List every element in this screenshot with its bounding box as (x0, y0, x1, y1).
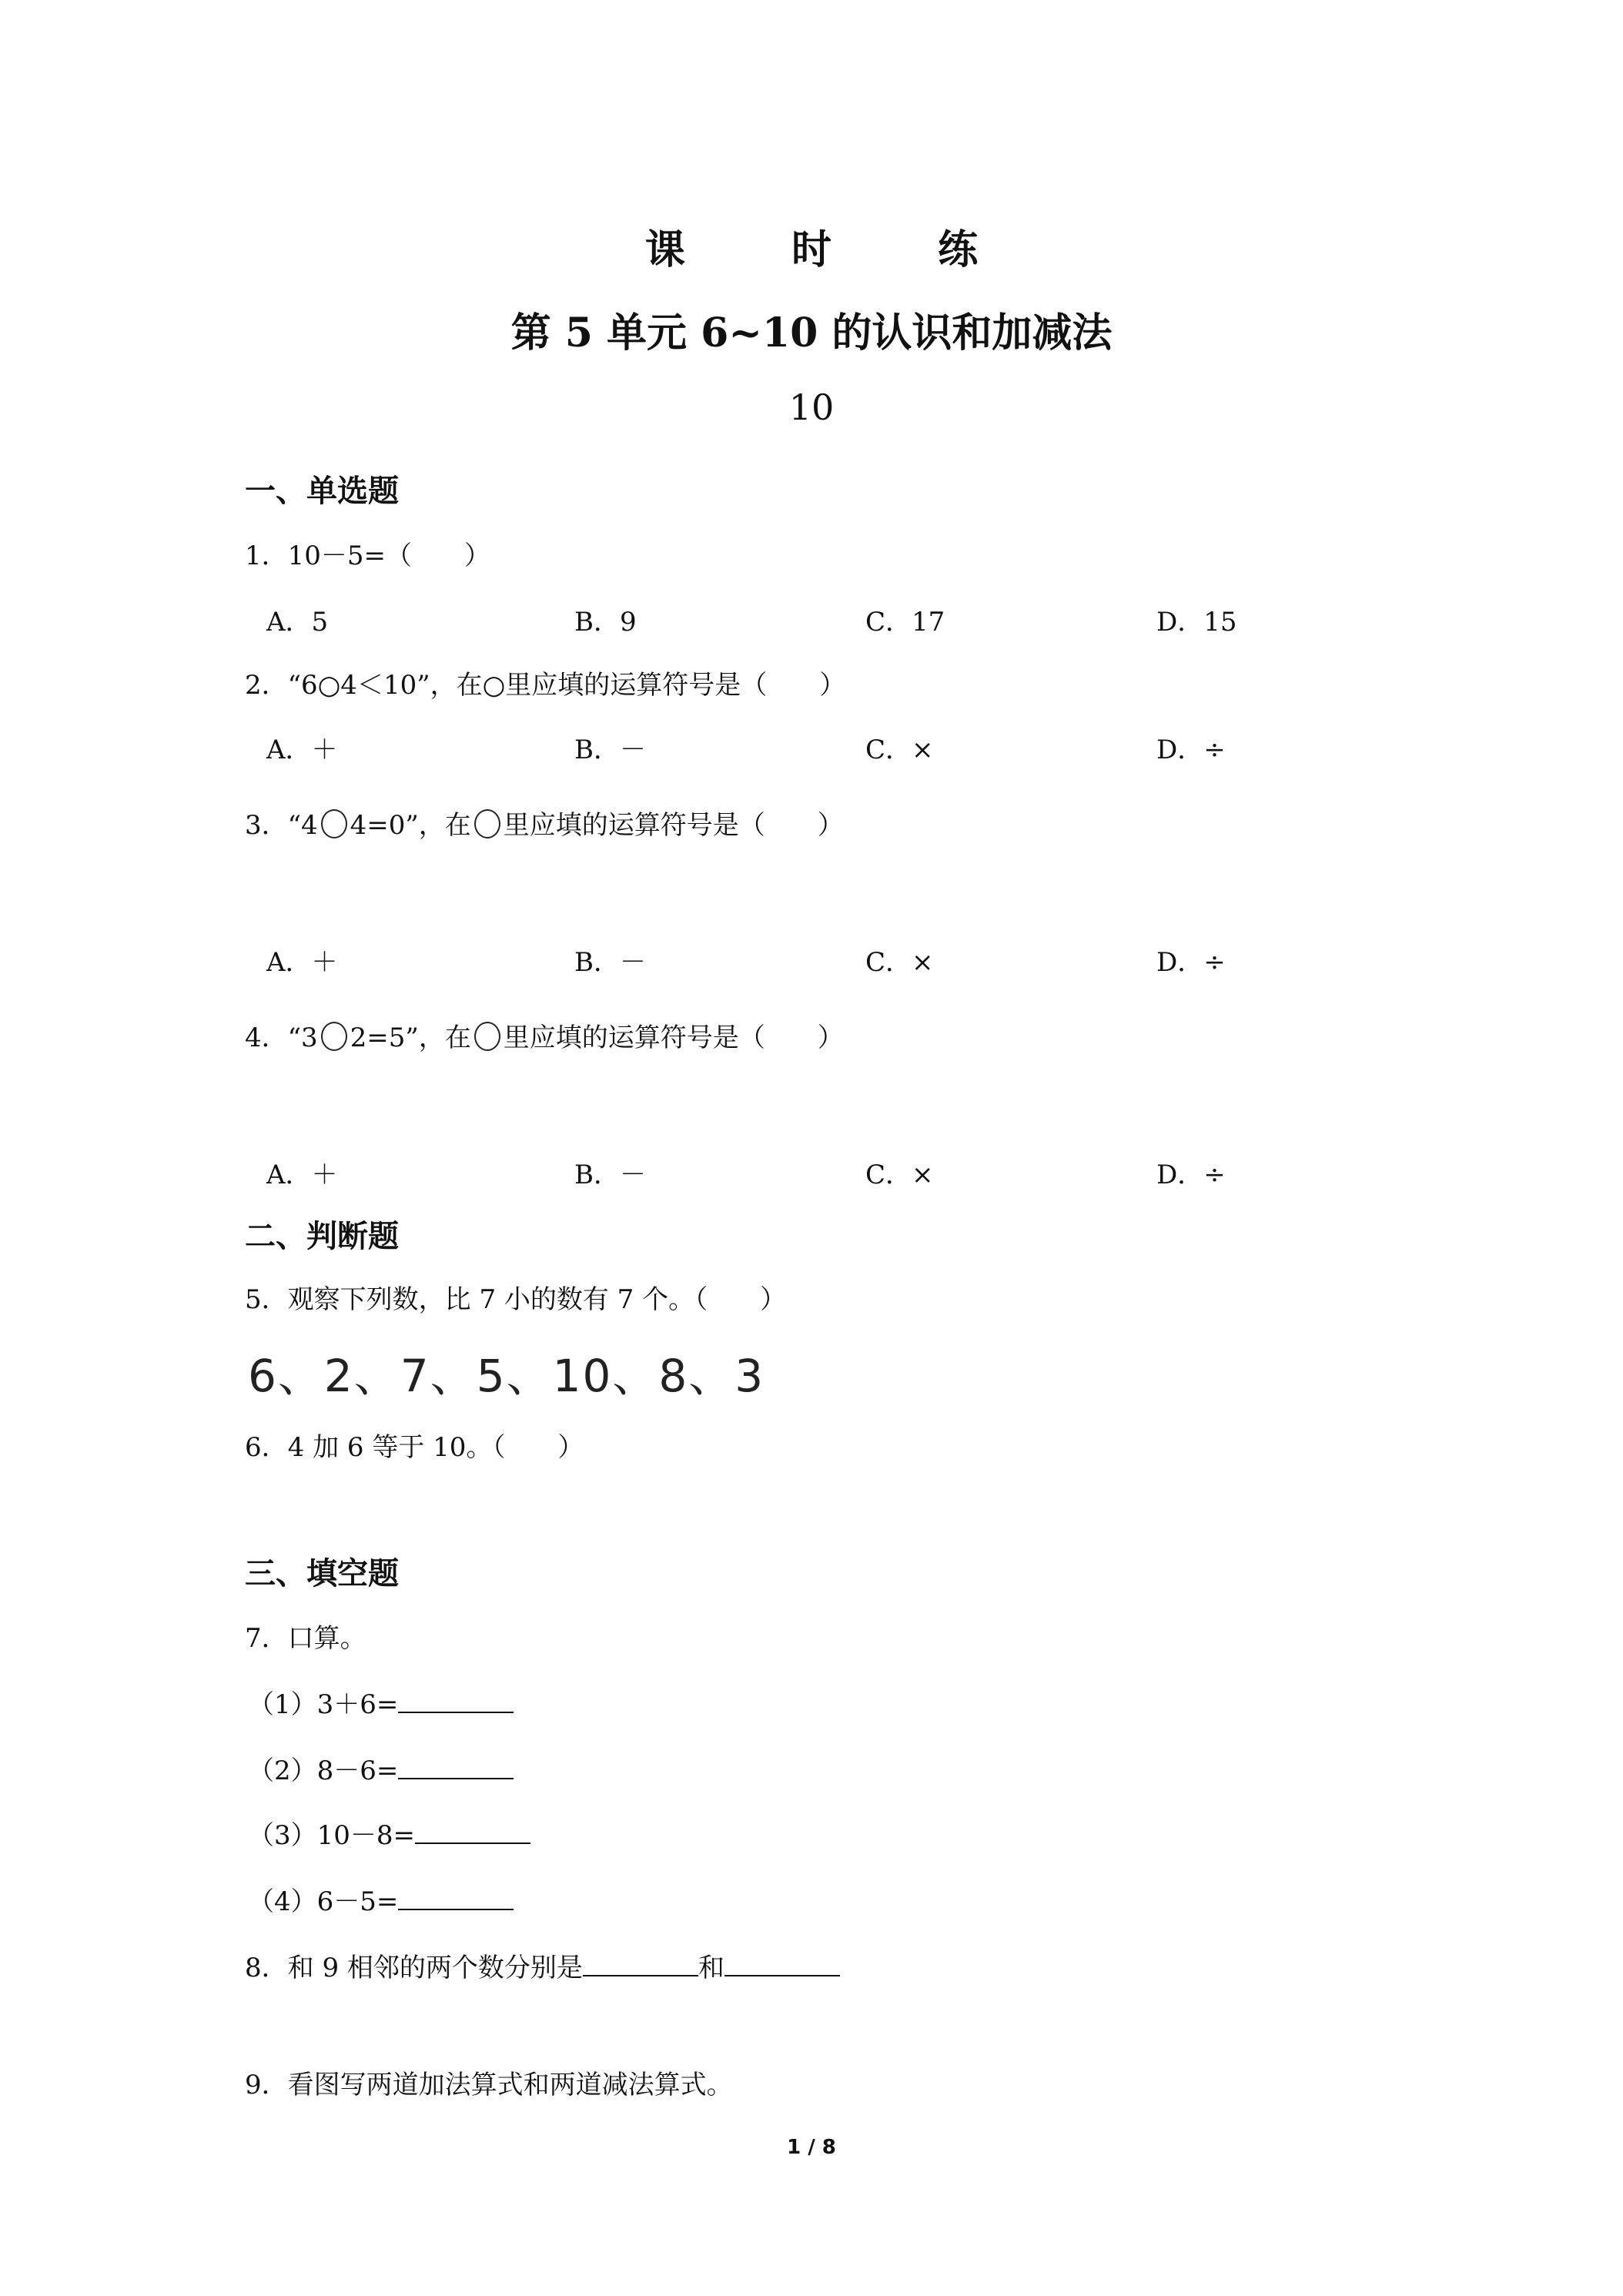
question-9: 9．看图写两道加法算式和两道减法算式。 (245, 2070, 733, 2100)
q2-option-b: B．－ (574, 735, 646, 765)
q7-item-3 (248, 1814, 530, 1852)
number-sequence: 6、2、7、5、10、8、3 (248, 1350, 765, 1402)
q7-item-3-text: （3）10－8= (248, 1820, 416, 1851)
q7-item-4 (248, 1880, 514, 1918)
question-8 (245, 1946, 840, 1984)
q2-option-d: D．÷ (1156, 735, 1226, 765)
answer-blank[interactable] (398, 1755, 514, 1779)
section-fill-blank: 三、填空题 (245, 1555, 399, 1591)
q2-option-a: A．＋ (266, 735, 338, 765)
q8-text-start: 8．和 9 相邻的两个数分别是 (245, 1953, 583, 1983)
q7-item-2-text: （2）8－6= (248, 1755, 399, 1786)
q2-option-c: C．× (865, 735, 934, 765)
q3-text-mid: 4=0”，在 (350, 810, 471, 841)
q4-option-d: D．÷ (1156, 1160, 1226, 1190)
question-2: 2．“6○4＜10”，在○里应填的运算符号是（ ） (245, 670, 846, 701)
page-number: 1 / 8 (787, 2136, 836, 2159)
q3-option-d: D．÷ (1156, 947, 1226, 978)
circle-icon (321, 809, 347, 838)
section-true-false: 二、判断题 (245, 1218, 399, 1254)
q1-option-d: D．15 (1156, 607, 1237, 638)
question-1: 1．10－5=（ ） (245, 541, 491, 571)
section-single-choice: 一、单选题 (245, 473, 399, 509)
q8-text-mid: 和 (698, 1953, 724, 1983)
q1-option-b: B．9 (574, 607, 637, 638)
q4-text-mid: 2=5”，在 (350, 1022, 471, 1053)
q1-option-c: C．17 (865, 607, 945, 638)
lesson-number: 10 (788, 387, 835, 428)
answer-blank[interactable] (415, 1819, 530, 1844)
page-title: 课 时 练 (644, 226, 1025, 273)
circle-icon (321, 1022, 347, 1051)
q3-option-b: B．－ (574, 947, 646, 978)
q4-option-c: C．× (865, 1160, 934, 1190)
q3-option-c: C．× (865, 947, 934, 978)
q4-option-a: A．＋ (266, 1160, 338, 1190)
question-3 (245, 804, 844, 842)
q7-item-1 (248, 1683, 514, 1721)
q3-text-start: 3．“4 (245, 810, 318, 841)
answer-blank[interactable] (398, 1689, 514, 1713)
q7-item-4-text: （4）6－5= (248, 1886, 399, 1917)
unit-title: 第 5 单元 6~10 的认识和加减法 (510, 310, 1113, 356)
q7-item-2 (248, 1749, 514, 1787)
q4-text-start: 4．“3 (245, 1022, 318, 1053)
circle-icon (474, 809, 500, 838)
q1-option-a: A．5 (266, 607, 329, 638)
answer-blank[interactable] (583, 1952, 698, 1976)
question-6: 6．4 加 6 等于 10。（ ） (245, 1432, 584, 1463)
question-5: 5．观察下列数，比 7 小的数有 7 个。（ ） (245, 1284, 787, 1315)
q7-item-1-text: （1）3＋6= (248, 1689, 399, 1720)
q3-text-end: 里应填的运算符号是（ ） (503, 810, 844, 841)
question-4 (245, 1016, 844, 1054)
q4-text-end: 里应填的运算符号是（ ） (503, 1022, 844, 1053)
answer-blank[interactable] (724, 1952, 840, 1976)
circle-icon (474, 1022, 500, 1051)
answer-blank[interactable] (398, 1886, 514, 1910)
q4-option-b: B．－ (574, 1160, 646, 1190)
q3-option-a: A．＋ (266, 947, 338, 978)
question-7: 7．口算。 (245, 1623, 366, 1654)
